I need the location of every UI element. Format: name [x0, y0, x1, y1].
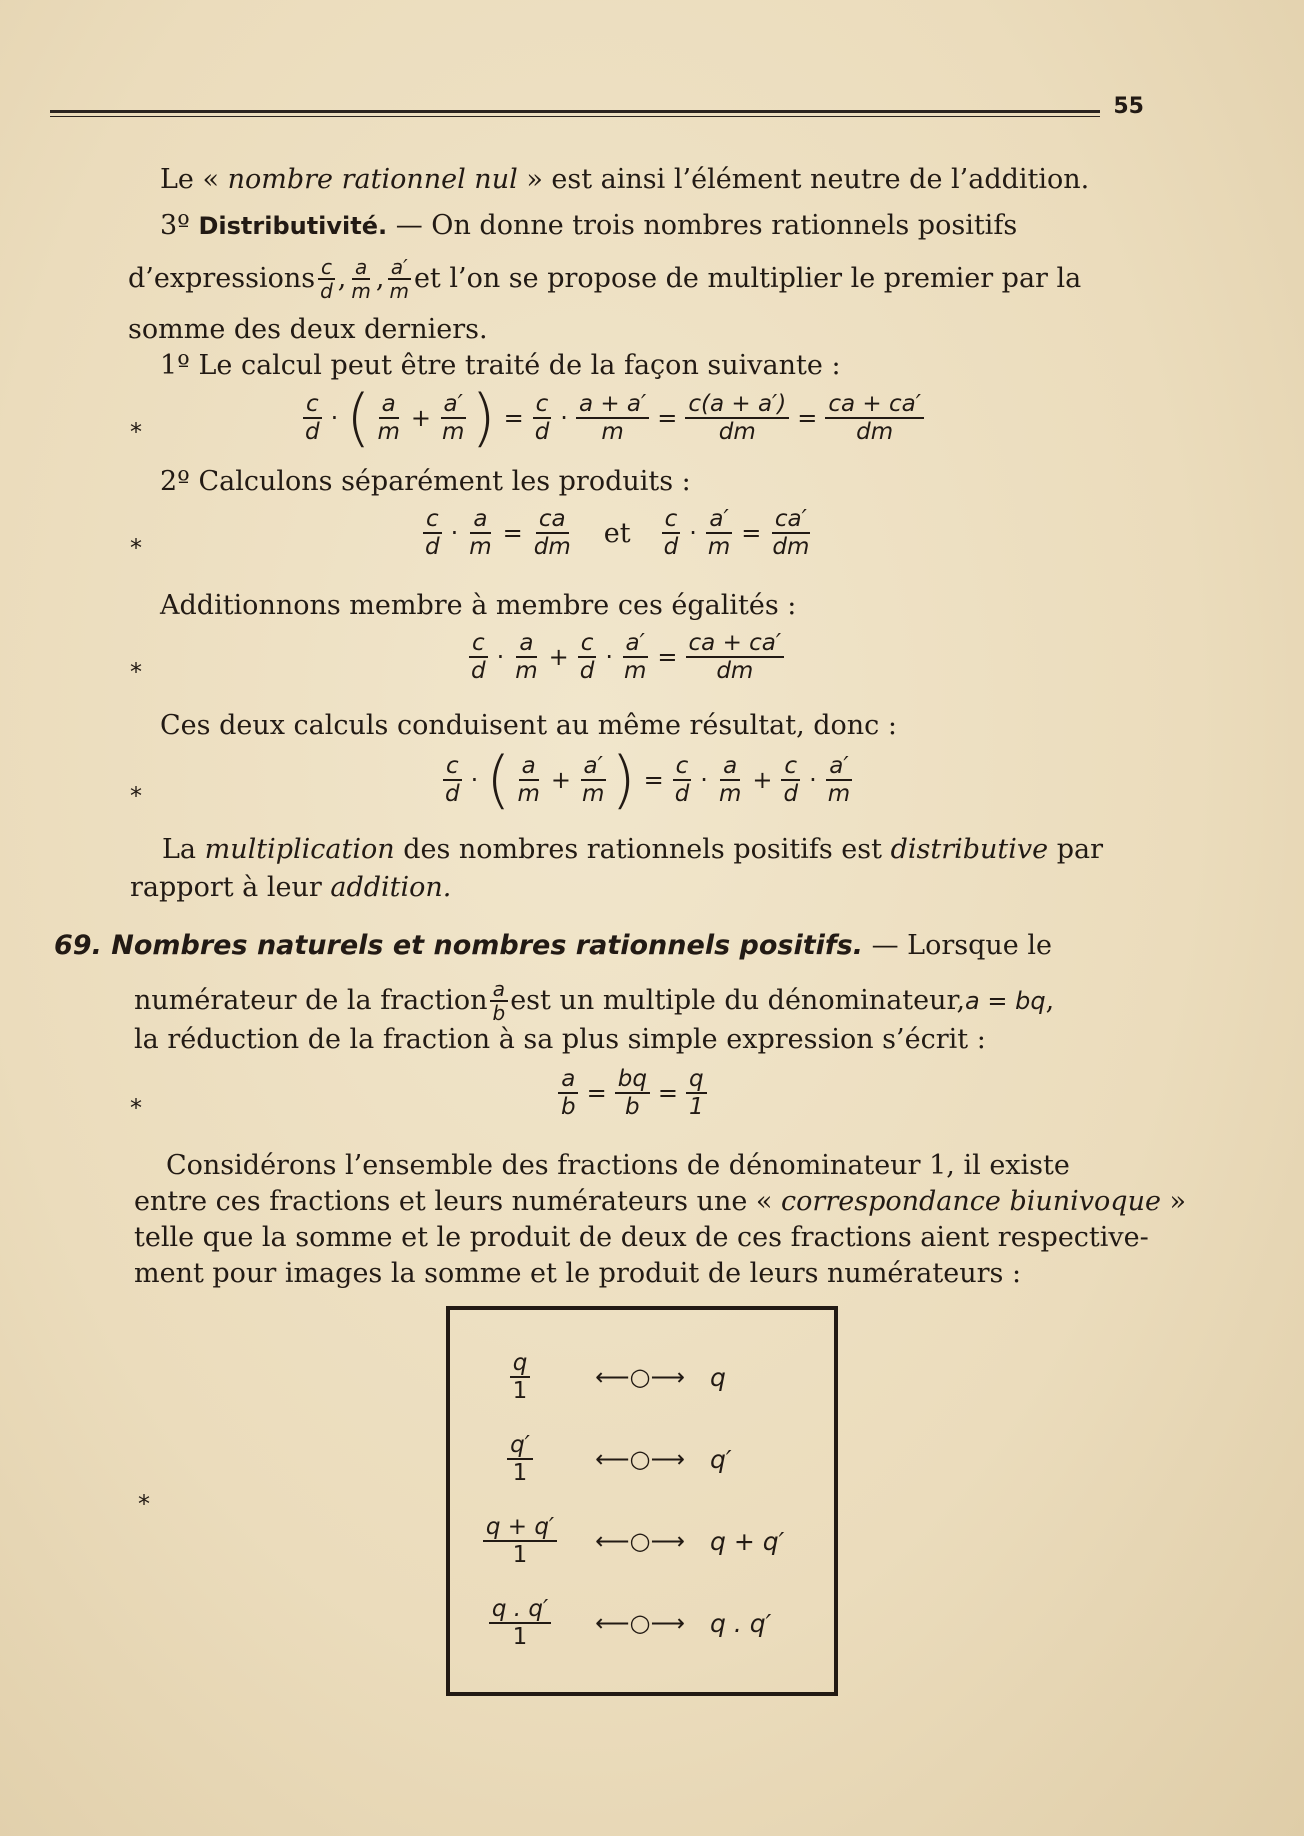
fraction: $\frac{q'}{1}$ — [507, 1432, 533, 1486]
section-number: 3º — [160, 210, 199, 241]
fraction: $\frac{a}{m}$ — [377, 391, 400, 445]
asterisk-marker: * — [130, 782, 142, 810]
page-number: 55 — [1113, 94, 1144, 119]
operator: = — [657, 643, 678, 671]
operator: · — [700, 766, 708, 794]
text-line: Considérons l’ensemble des fractions de dénominateur 1, il existe — [166, 1150, 1070, 1181]
fraction: $\frac{c}{d}$ — [302, 391, 323, 445]
text-line: la réduction de la fraction à sa plus simple expression s’écrit : — [134, 1024, 986, 1055]
operator: = — [741, 519, 762, 547]
asterisk-marker: * — [138, 1490, 150, 1518]
text-line: telle que la somme et le produit de deux de ces fractions aient respective- — [134, 1222, 1149, 1253]
operator: · — [689, 519, 697, 547]
comma: , — [337, 263, 347, 294]
fraction: $\frac{ca + ca'}{dm}$ — [825, 391, 924, 445]
distributivity-heading — [160, 210, 1017, 242]
text-line: 2º Calculons séparément les produits : — [160, 466, 691, 497]
operator: · — [450, 519, 459, 547]
fraction: $\frac{c}{d}$ — [442, 753, 463, 807]
fraction-a-m: $\frac{a}{m}$ — [351, 255, 371, 303]
fraction: $\frac{q . q'}{1}$ — [489, 1596, 551, 1650]
text: — On donne trois nombres rationnels positifs — [387, 210, 1018, 241]
fraction: $\frac{a}{m}$ — [517, 753, 540, 807]
text-line: ment pour images la somme et le produit de leurs numérateurs : — [134, 1258, 1022, 1289]
fraction: $\frac{a}{m}$ — [469, 506, 492, 560]
correspondence-line: entre ces fractions et leurs numérateurs une « correspondance biunivoque » — [134, 1186, 1187, 1217]
equation-sum-members — [466, 630, 786, 684]
asterisk-marker: * — [130, 418, 142, 446]
fraction-a-b: $\frac{a}{b}$ — [489, 978, 508, 1024]
fraction: $\frac{a}{b}$ — [558, 1066, 579, 1120]
fraction: $\frac{a'}{m}$ — [827, 753, 851, 807]
operator: + — [410, 404, 431, 432]
fraction: $\frac{c}{d}$ — [780, 753, 801, 807]
paren: ( — [346, 381, 371, 454]
operator: · — [470, 766, 479, 794]
table-row — [450, 1596, 834, 1650]
fraction: $\frac{ca}{dm}$ — [533, 506, 571, 560]
fraction: $\frac{c}{d}$ — [468, 630, 489, 684]
section-title: Nombres naturels et nombres rationnels positifs. — [111, 930, 863, 961]
asterisk-marker: * — [130, 658, 142, 686]
correspondence-table — [446, 1306, 838, 1696]
fraction: $\frac{c}{d}$ — [532, 391, 553, 445]
section-number: 69. — [54, 930, 112, 961]
bijection-arrow-icon: ⟵○⟶ — [595, 1609, 685, 1637]
fraction: $\frac{q + q'}{1}$ — [483, 1514, 557, 1568]
operator: · — [560, 404, 568, 432]
fraction: $\frac{ca'}{dm}$ — [772, 506, 810, 560]
fraction: $\frac{q}{1}$ — [686, 1066, 707, 1120]
fraction: $\frac{a + a'}{m}$ — [576, 391, 649, 445]
operator: = — [502, 519, 523, 547]
fraction: $\frac{a}{m}$ — [515, 630, 538, 684]
text-line: 1º Le calcul peut être traité de la façon suivante : — [160, 350, 841, 381]
paren: ( — [486, 743, 511, 816]
numerator-multiple-line: numérateur de la fraction $\frac{a}{b}$ est un multiple du dénominateur, a = bq , — [134, 977, 1055, 1025]
emphasis: nombre rationnel nul — [227, 164, 518, 195]
text-line: Ces deux calculs conduisent au même résultat, donc : — [160, 710, 897, 741]
operator: = — [657, 1079, 679, 1107]
fraction: $\frac{bq}{b}$ — [615, 1066, 650, 1120]
paren: ) — [611, 743, 636, 816]
operator: = — [643, 766, 664, 794]
equation-distributive-calc — [300, 381, 926, 454]
fraction: $\frac{q}{1}$ — [510, 1350, 531, 1404]
image-value: q + q′ — [710, 1526, 785, 1556]
operator: = — [657, 404, 678, 432]
neutral-element-sentence — [160, 164, 1089, 196]
text: Le « — [160, 164, 228, 195]
table-row — [450, 1432, 834, 1486]
section-title: Distributivité. — [198, 212, 388, 240]
text: d’expressions — [128, 263, 316, 294]
fraction: $\frac{a'}{m}$ — [441, 391, 465, 445]
conjunction: et — [603, 517, 631, 549]
text-line: Additionnons membre à membre ces égalités : — [160, 590, 797, 621]
section-69-heading — [54, 930, 1052, 962]
operator: · — [496, 643, 505, 671]
fraction: $\frac{c}{d}$ — [661, 506, 682, 560]
equation-inline: a = bq — [965, 987, 1046, 1015]
asterisk-marker: * — [130, 1094, 142, 1122]
text-line: somme des deux derniers. — [128, 314, 488, 345]
image-value: q′ — [710, 1444, 732, 1474]
distributive-conclusion-cont: rapport à leur addition. — [130, 872, 452, 903]
operator: + — [550, 766, 571, 794]
operator: = — [797, 404, 818, 432]
fraction: $\frac{a'}{m}$ — [624, 630, 647, 684]
fraction: $\frac{a'}{m}$ — [707, 506, 731, 560]
operator: · — [605, 643, 614, 671]
distributive-conclusion: La multiplication des nombres rationnels positifs est distributive par — [162, 834, 1103, 865]
operator: + — [548, 643, 569, 671]
fraction-c-d: $\frac{c}{d}$ — [317, 256, 336, 302]
fraction: $\frac{c}{d}$ — [422, 506, 443, 560]
image-value: q — [710, 1362, 726, 1392]
fraction: $\frac{c}{d}$ — [672, 753, 693, 807]
equation-products — [420, 506, 814, 560]
operator: · — [809, 766, 817, 794]
header-rule-thin — [50, 116, 1100, 117]
equation-simplification — [556, 1066, 709, 1120]
operator: = — [586, 1079, 607, 1107]
fraction: $\frac{ca + ca'}{dm}$ — [686, 630, 785, 684]
equation-distributivity-result — [440, 743, 855, 816]
operator: + — [752, 766, 773, 794]
fraction-ap-m: $\frac{a'}{m}$ — [389, 255, 409, 303]
bijection-arrow-icon: ⟵○⟶ — [595, 1445, 685, 1473]
comma: , — [375, 263, 385, 294]
asterisk-marker: * — [130, 534, 142, 562]
paren: ) — [471, 381, 496, 454]
text: — Lorsque le — [862, 930, 1052, 961]
bijection-arrow-icon: ⟵○⟶ — [595, 1363, 685, 1391]
table-row — [450, 1350, 834, 1404]
fraction: $\frac{a'}{m}$ — [581, 753, 605, 807]
fraction: $\frac{a}{m}$ — [718, 753, 742, 807]
text: et l’on se propose de multiplier le premier par la — [413, 263, 1082, 294]
bijection-arrow-icon: ⟵○⟶ — [595, 1527, 685, 1555]
image-value: q . q′ — [710, 1608, 772, 1638]
operator: = — [503, 404, 524, 432]
operator: · — [330, 404, 339, 432]
fraction: $\frac{c(a + a')}{dm}$ — [685, 391, 789, 445]
expressions-line — [128, 256, 1081, 302]
fraction: $\frac{c}{d}$ — [577, 630, 598, 684]
table-row — [450, 1514, 834, 1568]
text: » est ainsi l’élément neutre de l’addition. — [517, 164, 1090, 195]
header-rule — [50, 110, 1100, 113]
